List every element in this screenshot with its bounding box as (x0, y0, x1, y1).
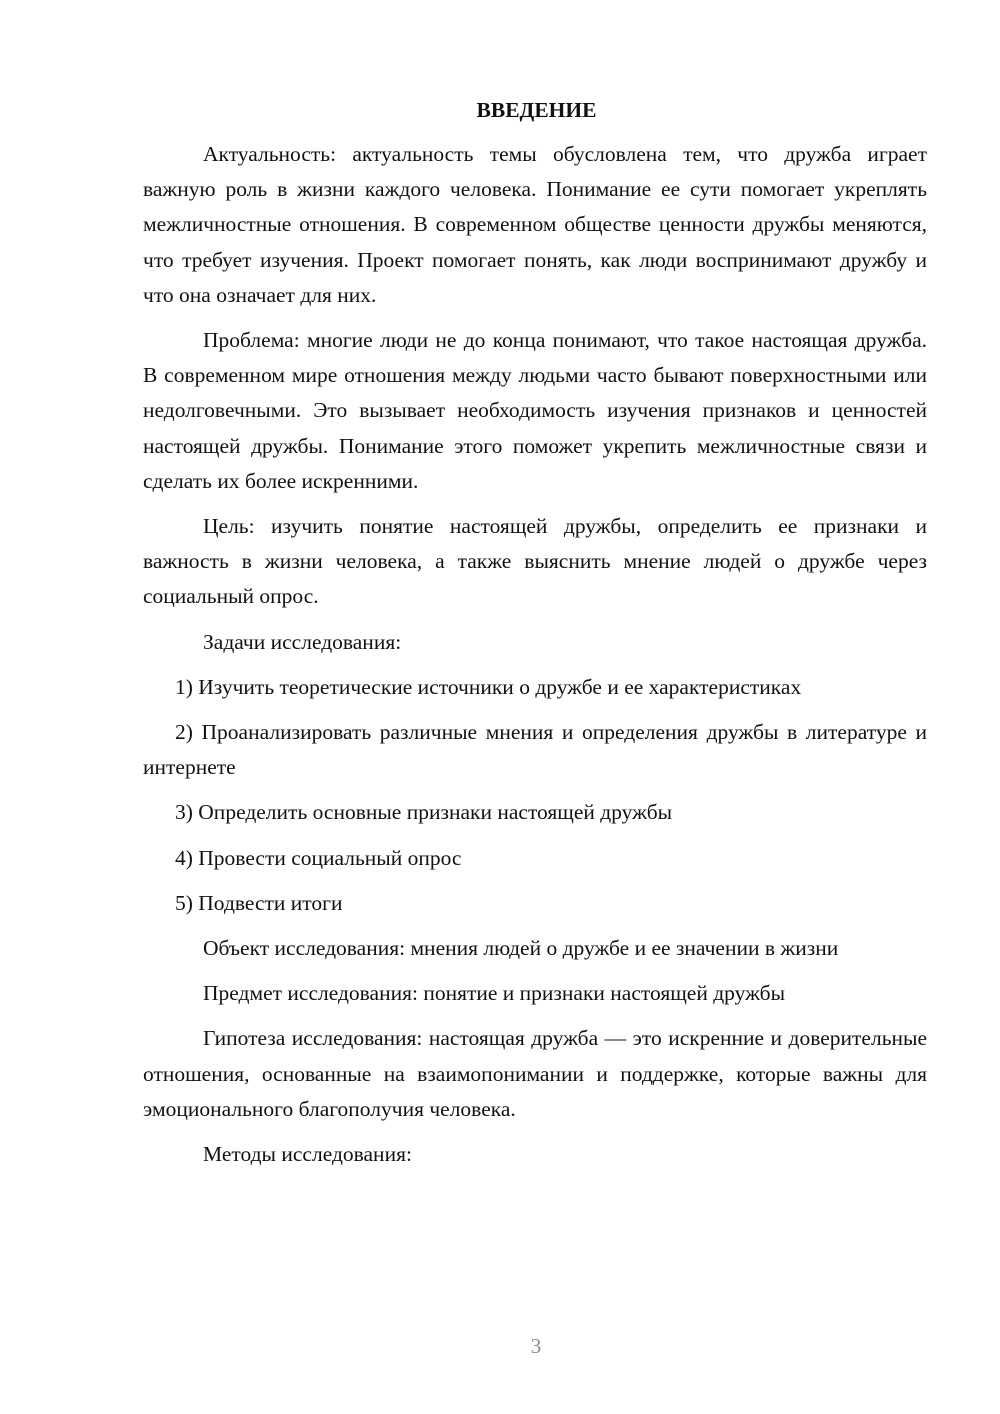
tasks-heading: Задачи исследования: (203, 629, 402, 654)
hypothesis-paragraph: Гипотеза исследования: настоящая дружба — это искренние и доверительные отношения, основанные на взаимопонимании и поддержке, которые важны для эмоционального благополучия человека. (143, 1026, 927, 1121)
document-body (143, 92, 927, 1182)
task-item-4: 4) Провести социальный опрос (175, 845, 462, 870)
section-title: ВВЕДЕНИЕ (476, 98, 597, 122)
task-item-5: 5) Подвести итоги (175, 890, 343, 915)
goal-paragraph: Цель: изучить понятие настоящей дружбы, определить ее признаки и важность в жизни человека, а также выяснить мнение людей о дружбе через социальный опрос. (143, 514, 927, 609)
methods-heading: Методы исследования: (203, 1142, 412, 1167)
page-number: 3 (530, 1334, 542, 1358)
task-item-1: 1) Изучить теоретические источники о дружбе и ее характеристиках (175, 674, 802, 699)
task-item-2: 2) Проанализировать различные мнения и определения дружбы в литературе и интернете (143, 720, 927, 780)
task-item-3: 3) Определить основные признаки настоящей дружбы (175, 800, 673, 825)
object-paragraph: Объект исследования: мнения людей о дружбе и ее значении в жизни (203, 936, 839, 961)
subject-paragraph: Предмет исследования: понятие и признаки настоящей дружбы (203, 981, 786, 1006)
problem-paragraph: Проблема: многие люди не до конца понимают, что такое настоящая дружба. В современном мире отношения между людьми часто бывают поверхностными или недолговечными. Это вызывает необходимость изучения признаков и ценностей настоящей дружбы. Понимание этого поможет укрепить межличностные связи и сделать их более искренними. (143, 328, 927, 493)
relevance-paragraph: Актуальность: актуальность темы обусловлена тем, что дружба играет важную роль в жизни каждого человека. Понимание ее сути помогает укреплять межличностные отношения. В современном обществе ценности дружбы меняются, что требует изучения. Проект помогает понять, как люди воспринимают дружбу и что она означает для них. (143, 142, 927, 307)
